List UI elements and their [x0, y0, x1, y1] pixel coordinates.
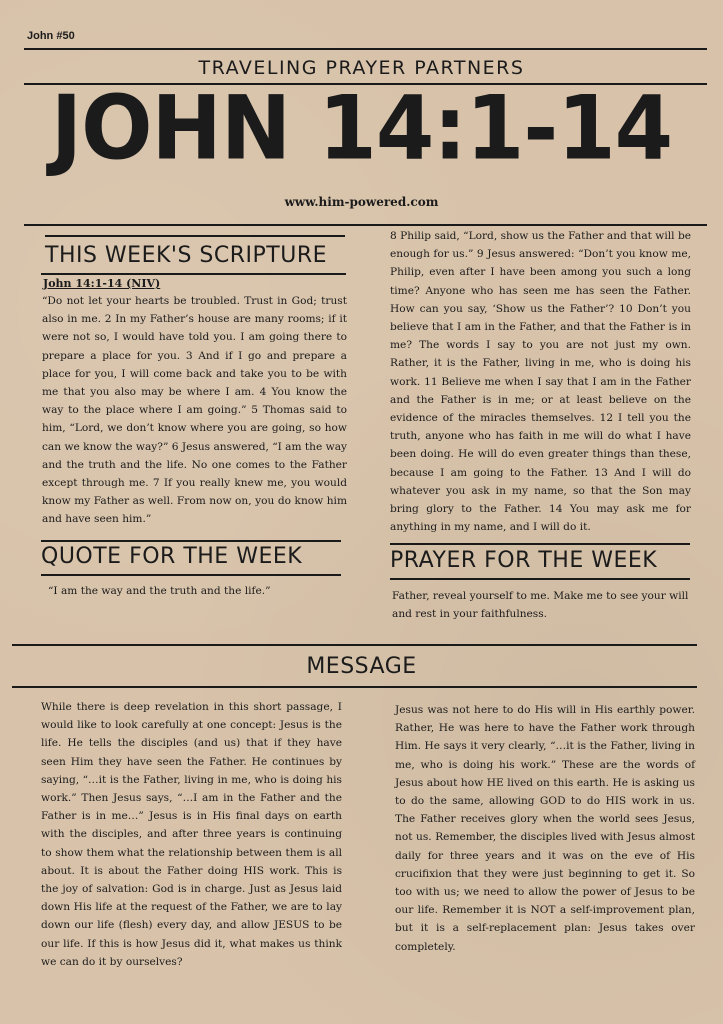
- website-link[interactable]: www.him-powered.com: [284, 195, 439, 209]
- scripture-text-left: “Do not let your hearts be troubled. Trust in God; trust also in me. 2 In my Father’s house are many rooms; if it were not so, I would have told you. I am going there to prepare a place for you. 3 And if I go and prepare a place for you, I will come back and take you to be with me that you also may be where I am. 4 You know the way to the place where I am going.” 5 Thomas said to him, “Lord, we don’t know where you are going, so how can we know the way?” 6 Jesus answered, “I am the way and the truth and the life. No one comes to the Father except through me. 7 If you really knew me, you would know my Father as well. From now on, you do know him and have seen him.”: [42, 295, 347, 526]
- prayer-text: Father, reveal yourself to me. Make me to see your will and rest in your faithfulness.: [392, 590, 689, 621]
- scripture-reference: John 14:1-14 (NIV): [43, 277, 161, 290]
- newsletter-subtitle: TRAVELING PRAYER PARTNERS: [198, 57, 525, 79]
- header-top-rule: [24, 48, 707, 50]
- header-section-divider: [24, 224, 707, 226]
- quote-heading-top-rule: [41, 540, 341, 542]
- scripture-heading: THIS WEEK'S SCRIPTURE: [45, 243, 328, 268]
- scripture-text-right: 8 Philip said, “Lord, show us the Father and that will be enough for us.” 9 Jesus answered: “Don’t you know me, Philip, even after I have been among you such a long time? Anyone who has seen me has seen the Father. How can you say, ‘Show us the Father’? 10 Don’t you believe that I am in the Father, and that the Father is in me? The words I say to you are not just my own. Rather, it is the Father, living in me, who is doing his work. 11 Believe me when I say that I am in the Father and the Father is in me; or at least believe on the evidence of the miracles themselves. 12 I tell you the truth, anyone who has faith in me will do what I have been doing. He will do even greater things than these, because I am going to the Father. 13 And I will do whatever you ask in my name, so that the Son may bring glory to the Father. 14 You may ask me for anything in my name, and I will do it.: [390, 230, 691, 534]
- quote-heading-bottom-rule: [41, 574, 341, 576]
- page-title: JOHN 14:1-14: [50, 76, 673, 180]
- message-text-right: Jesus was not here to do His will in His earthly power. Rather, He was here to have the Father work through Him. He says it very clearly, “…it is the Father, living in me, who is doing his work.” These are the words of Jesus about how HE lived on this earth. He is asking us to do the same, allowing GOD to do HIS work in us. The Father receives glory when the world sees Jesus, not us. Remember, the disciples lived with Jesus almost daily for three years and it was on the eve of His crucifixion that they were just beginning to get it. So too with us; we need to allow the power of Jesus to be our life. Remember it is NOT a self-improvement plan, but it is a self-replacement plan: Jesus takes over completely.: [395, 704, 695, 953]
- scripture-heading-bottom-rule: [41, 273, 346, 275]
- quote-text: “I am the way and the truth and the life.”: [48, 585, 271, 597]
- message-top-rule: [12, 644, 697, 646]
- message-bottom-rule: [12, 686, 697, 688]
- quote-heading: QUOTE FOR THE WEEK: [41, 544, 303, 569]
- issue-number: John #50: [27, 30, 75, 42]
- prayer-heading-bottom-rule: [390, 578, 690, 580]
- scripture-heading-top-rule: [45, 235, 345, 237]
- prayer-heading: PRAYER FOR THE WEEK: [390, 548, 658, 573]
- message-text-left: While there is deep revelation in this short passage, I would like to look carefully at one concept: Jesus is the life. He tells the disciples (and us) that if they have seen Him they have seen the Father. He continues by saying, “…it is the Father, living in me, who is doing his work.” Then Jesus says, “…I am in the Father and the Father is in me…” Jesus is in His final days on earth with the disciples, and after three years is continuing to show them what the relationship between them is all about. It is about the Father doing HIS work. This is the joy of salvation: God is in charge. Just as Jesus laid down His life at the request of the Father, we are to lay down our life (flesh) every day, and allow JESUS to be our life. If this is how Jesus did it, what makes us think we can do it by ourselves?: [41, 701, 342, 968]
- message-heading: MESSAGE: [306, 654, 417, 679]
- prayer-heading-top-rule: [390, 543, 690, 545]
